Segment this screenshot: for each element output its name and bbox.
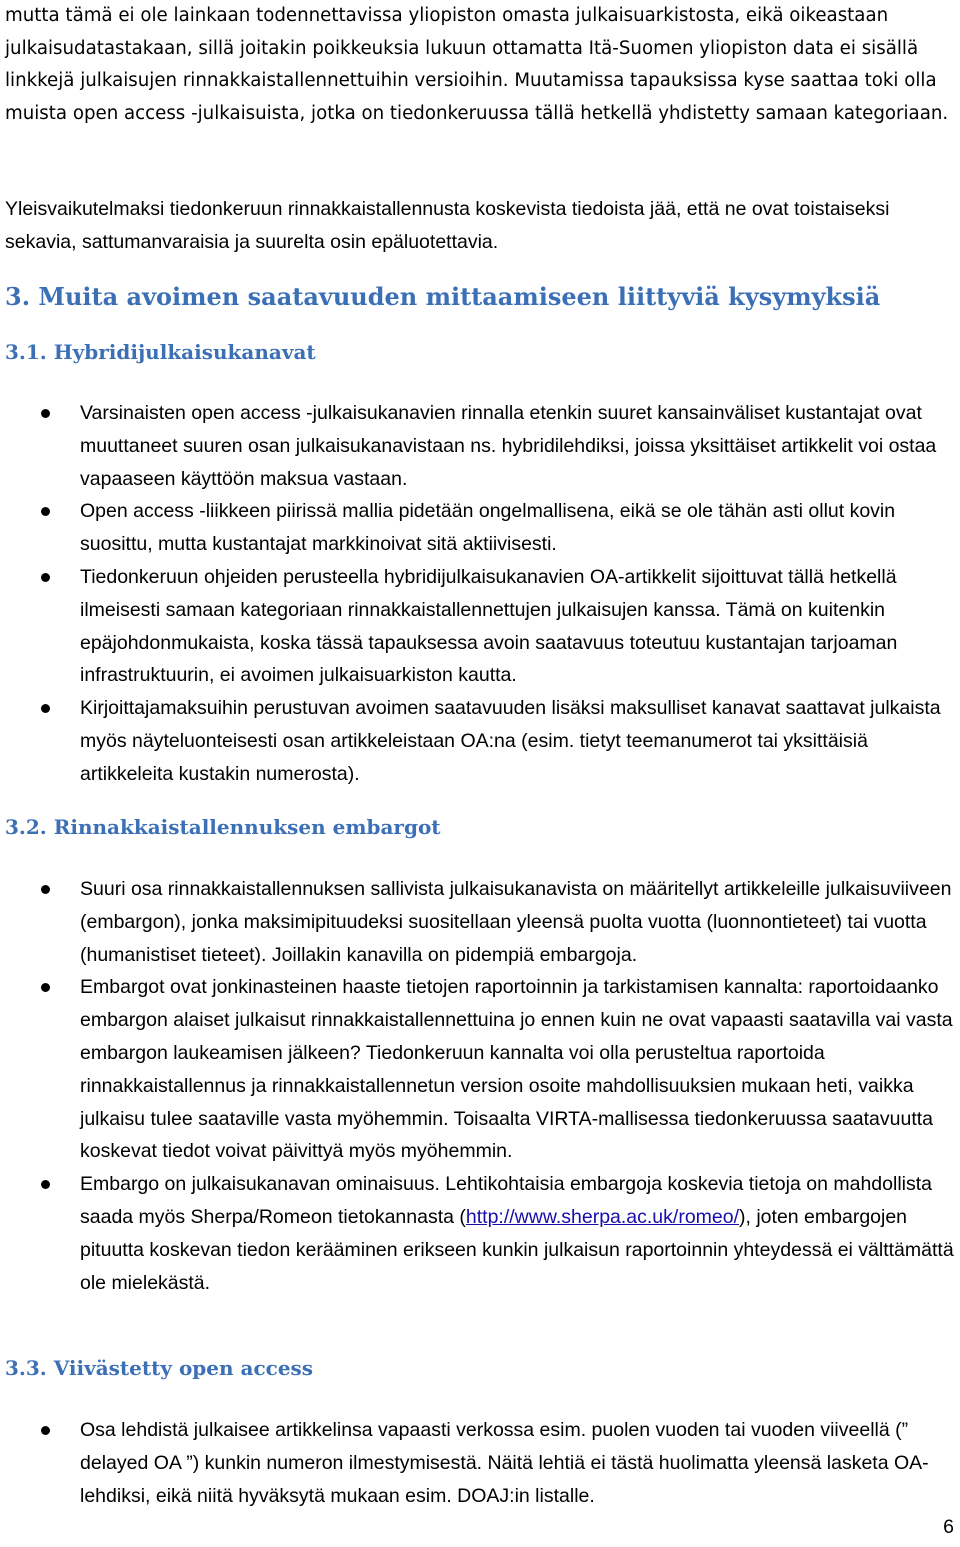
list-item — [0, 561, 960, 692]
list-item — [0, 873, 960, 971]
list-item — [0, 397, 960, 495]
intro-paragraph-2: Yleisvaikutelmaksi tiedonkeruun rinnakkaistallennusta koskevista tiedoista jää, että ne ovat toistaiseksi sekavia, sattumanvaraisia ja suurelta osin epäluotettavia. — [5, 198, 890, 253]
section-3-1-heading: 3.1. Hybridijulkaisukanavat — [5, 340, 316, 364]
section-3-2-heading: 3.2. Rinnakkaistallennuksen embargot — [5, 815, 441, 839]
bullet-icon — [41, 507, 50, 516]
list-item-text-before-link: Embargo on julkaisukanavan ominaisuus. Lehtikohtaisia embargoja koskevia tietoja on mahdollista saada myös Sherpa/Romeon tietokannasta ( — [80, 1173, 932, 1228]
bullet-icon — [41, 983, 50, 992]
sherpa-romeo-link[interactable]: http://www.sherpa.ac.uk/romeo/ — [465, 1205, 740, 1228]
page-number: 6 — [943, 1516, 954, 1538]
list-item — [0, 1414, 960, 1512]
section-3-1-list — [0, 397, 960, 791]
list-item — [0, 1168, 960, 1299]
section-3-2-list — [0, 873, 960, 1299]
bullet-icon — [41, 573, 50, 582]
list-item-text: Suuri osa rinnakkaistallennuksen sallivista julkaisukanavista on määritellyt artikkeleille julkaisuviiveen (embargon), jonka maksimipituudeksi suositellaan yleensä puolta vuotta (luonnontieteet) tai vuotta (humanistiset tieteet). Joillakin kanavilla on pidempiä embargoja. — [80, 878, 952, 966]
bullet-icon — [41, 1426, 50, 1435]
list-item — [0, 692, 960, 790]
list-item-text-after-link: ), joten embargojen pituutta koskevan tiedon kerääminen erikseen kunkin julkaisun raportoinnin yhteydessä ei välttämättä ole mielekästä. — [80, 1205, 954, 1294]
list-item-text: Tiedonkeruun ohjeiden perusteella hybridijulkaisukanavien OA-artikkelit sijoittuvat tällä hetkellä ilmeisesti samaan kategoriaan rinnakkaistallennettujen julkaisujen kanssa. Tämä on kuitenkin epäjohdonmukaista, koska tässä tapauksessa avoin saatavuus toteutuu kustantajan tarjoaman infrastruktuurin, ei avoimen julkaisuarkiston kautta. — [80, 565, 898, 687]
bullet-icon — [41, 1180, 50, 1189]
list-item — [0, 495, 960, 561]
list-item-text: Kirjoittajamaksuihin perustuvan avoimen saatavuuden lisäksi maksulliset kanavat saattavat julkaista myös näyteluonteisesti osan artikkeleistaan OA:na (esim. tietyt teemanumerot tai yksittäisiä artikkeleita kustakin numerosta). — [80, 697, 941, 785]
list-item-text: Embargot ovat jonkinasteinen haaste tietojen raportoinnin ja tarkistamisen kannalta: raportoidaanko embargon alaiset julkaisut rinnakkaistallennettuina jo ennen kuin ne ovat vapaasti saatavilla vai vasta embargon laukeamisen jälkeen? Tiedonkeruun kannalta voi olla perusteltua raportoida rinnakkaistallennus ja rinnakkaistallennetun version osoite mahdollisuuksien mukaan heti, vaikka julkaisu tulee saataville vasta myöhemmin. Toisaalta VIRTA-mallisessa tiedonkeruussa saatavuutta koskevat tiedot voivat päivittyä myös myöhemmin. — [80, 976, 953, 1163]
list-item — [0, 971, 960, 1168]
section-3-heading: 3. Muita avoimen saatavuuden mittaamiseen liittyviä kysymyksiä — [5, 282, 881, 311]
bullet-icon — [41, 704, 50, 713]
bullet-icon — [41, 409, 50, 418]
section-3-3-list — [0, 1414, 960, 1512]
section-3-3-heading: 3.3. Viivästetty open access — [5, 1356, 314, 1380]
list-item-text: Osa lehdistä julkaisee artikkelinsa vapaasti verkossa esim. puolen vuoden tai vuoden viiveellä (” delayed OA ”) kunkin numeron ilmestymisestä. Näitä lehtiä ei tästä huolimatta yleensä lasketa OA-lehdiksi, eikä niitä hyväksytä mukaan esim. DOAJ:in listalle. — [80, 1419, 929, 1507]
list-item-text: Open access -liikkeen piirissä mallia pidetään ongelmallisena, eikä se ole tähän asti ollut kovin suosittu, mutta kustantajat markkinoivat sitä aktiivisesti. — [80, 500, 896, 556]
bullet-icon — [41, 885, 50, 894]
list-item-text: Varsinaisten open access -julkaisukanavien rinnalla etenkin suuret kansainväliset kustantajat ovat muuttaneet suuren osan julkaisukanavistaan ns. hybridilehdiksi, joissa yksittäiset artikkelit voi ostaa vapaaseen käyttöön maksua vastaan. — [80, 402, 937, 490]
intro-paragraph-1: mutta tämä ei ole lainkaan todennettavissa yliopiston omasta julkaisuarkistosta, eikä oikeastaan julkaisudatastakaan, sillä joitakin poikkeuksia lukuun ottamatta Itä-Suomen yliopiston data ei sisällä linkkejä julkaisujen rinnakkaistallennettuihin versioihin. Muutamissa tapauksissa kyse saattaa toki olla muista open access -julkaisuista, jotka on tiedonkeruussa tällä hetkellä yhdistetty samaan kategoriaan. — [5, 5, 949, 124]
